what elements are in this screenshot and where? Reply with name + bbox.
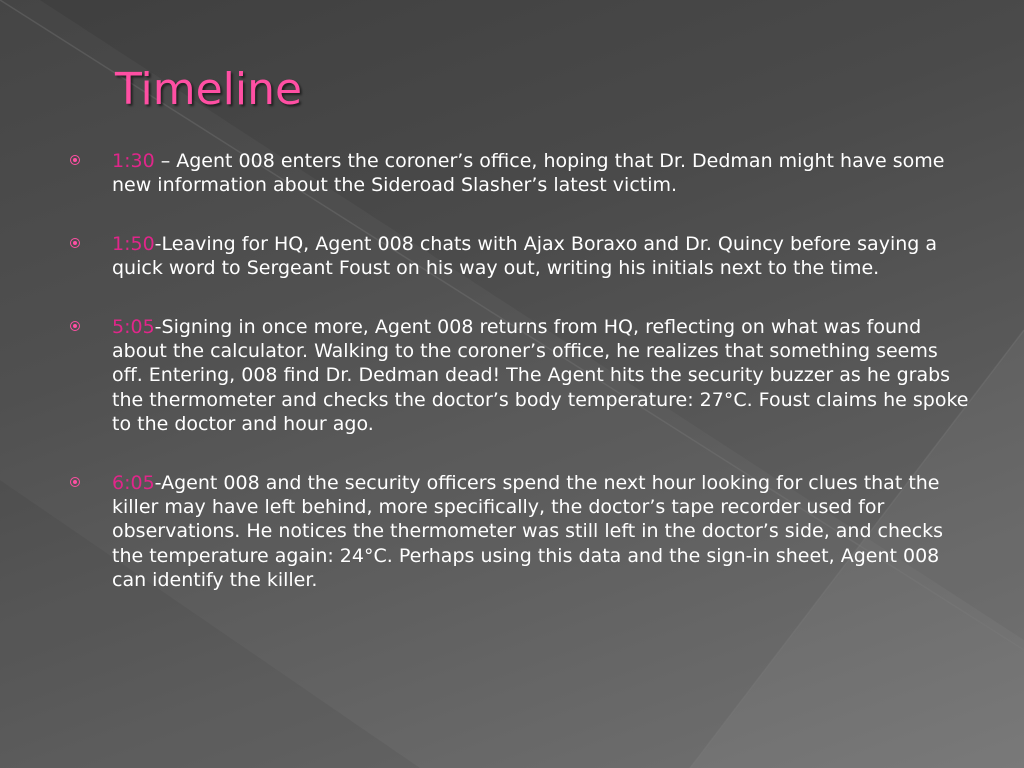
- timeline-time: 1:50: [112, 232, 155, 255]
- ring-dot-icon: [70, 238, 80, 248]
- timeline-text: -Signing in once more, Agent 008 returns from HQ, reflecting on what was found about the calculator. Walking to the coroner’s office, he realizes that something seems off. Entering, 008 find Dr. Dedman dead! The Agent hits the security buzzer as he grabs the thermometer and checks the doctor’s body temperature: 27°C. Foust claims he spoke to the doctor and hour ago.: [112, 315, 969, 436]
- ring-dot-icon: [70, 477, 80, 487]
- timeline-text: – Agent 008 enters the coroner’s office, hoping that Dr. Dedman might have some new information about the Sideroad Slasher’s latest victim.: [112, 150, 945, 197]
- slide-title: Timeline: [115, 64, 303, 115]
- ring-dot-icon: [70, 321, 80, 331]
- timeline-text: -Leaving for HQ, Agent 008 chats with Ajax Boraxo and Dr. Quincy before saying a quick word to Sergeant Foust on his way out, writing his initials next to the time.: [112, 232, 938, 280]
- timeline-time: 6:05: [112, 471, 155, 494]
- timeline-time: 5:05: [112, 315, 155, 338]
- timeline-item: [112, 232, 972, 281]
- ring-dot-icon: [70, 155, 80, 165]
- timeline-item: [112, 149, 972, 198]
- timeline-item: [112, 471, 972, 593]
- timeline-item: [112, 315, 972, 437]
- timeline-list: [112, 149, 972, 627]
- timeline-time: 1:30: [112, 150, 155, 172]
- timeline-text: -Agent 008 and the security officers spend the next hour looking for clues that the killer may have left behind, more specifically, the doctor’s tape recorder used for observations. He notices the thermometer was still left in the doctor’s side, and checks the temperature again: 24°C. Perhaps using this data and the sign-in sheet, Agent 008 can identify the killer.: [112, 471, 944, 592]
